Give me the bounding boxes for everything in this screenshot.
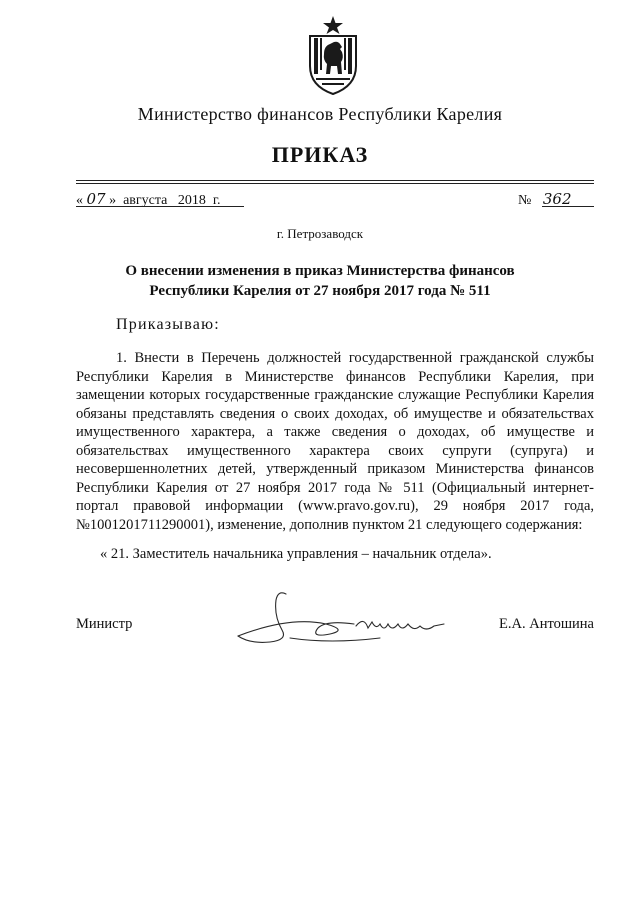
header-divider-second (76, 183, 594, 184)
number-label: № (518, 193, 532, 208)
date-month: августа (123, 193, 168, 208)
number-underline (542, 206, 594, 207)
date-number-line (76, 190, 594, 212)
date-close-quote: » (109, 193, 117, 208)
date-year: 2018 (177, 193, 206, 208)
karelia-coat-of-arms-icon (300, 14, 366, 96)
city-label: г. Петрозаводск (276, 226, 364, 241)
order-body (76, 349, 594, 534)
date-underline (76, 206, 244, 207)
order-subject: О внесении изменения в приказ Министерства финансов Республики Карелия от 27 ноября 2017 года № 511 (125, 263, 515, 299)
date-day: 07 (86, 190, 106, 208)
date-open-quote: « (76, 193, 83, 208)
number-value: 362 (542, 190, 572, 208)
document-title: ПРИКАЗ (271, 142, 369, 167)
order-directive: Приказываю: (116, 316, 220, 333)
body-paragraph: 1. Внести в Перечень должностей государственной гражданской службы Республики Карелия в Министерстве финансов Республики Карелия, при замещении которых государственные гражданские служащие Республики Карелия обязаны представлять сведения о своих доходах, об имуществе и обязательствах имущественного характера, а также сведения о доходах, об имуществе и обязательствах имущественного характера своих супруги (супруга) и несовершеннолетних детей, утвержденный приказом Министерства финансов Республики Карелия от 27 ноября 2017 года № 511 (Официальный интернет-портал правовой информации (www.pravo.gov.ru), 29 ноября 2017 года, №1001201711290001), изменение, дополнив пунктом 21 следующего содержания: (76, 350, 594, 533)
date-year-suffix: г. (212, 193, 221, 208)
handwritten-signature (230, 586, 466, 650)
signer-name: Е.А. Антошина (499, 616, 594, 632)
header-divider (76, 180, 594, 181)
added-item-quote: « 21. Заместитель начальника управления – начальник отдела». (100, 546, 492, 562)
ministry-name: Министерство финансов Республики Карелия (137, 104, 503, 124)
signer-role: Министр (76, 616, 133, 632)
